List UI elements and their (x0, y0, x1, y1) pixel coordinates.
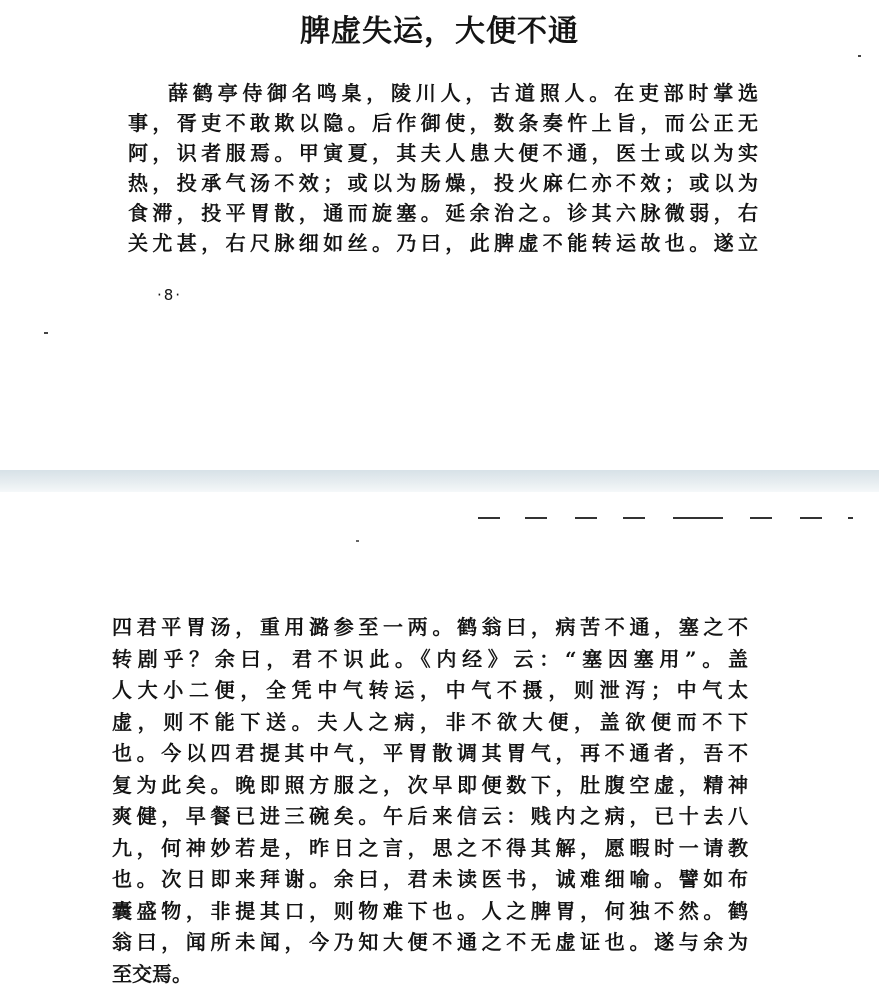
text-line: 至交焉。 (112, 961, 192, 986)
page-title: 脾虚失运，大便不通 (300, 14, 579, 49)
text-line: 阿，识者服焉。甲寅夏，其夫人患大便不通，医士或以为实 (128, 141, 758, 165)
scan-speck (858, 55, 861, 57)
text-line: 囊盛物，非提其口，则物难下也。人之脾胃，何独不然。鹤 (112, 898, 748, 923)
dash-mark (623, 517, 645, 519)
text-line: 食滞，投平胃散，通而旋塞。延余治之。诊其六脉微弱，右 (128, 201, 758, 225)
text-line: 四君平胃汤，重用潞参至一两。鹤翁曰，病苦不通，塞之不 (112, 615, 748, 639)
text-line: 薛鹤亭侍御名鸣臬，陵川人，古道照人。在吏部时掌选 (168, 81, 758, 105)
dash-mark (478, 517, 500, 519)
text-line: 九，何神妙若是，昨日之言，思之不得其解，愿暇时一请教 (112, 835, 748, 860)
bottom-paragraph (112, 612, 748, 990)
dash-mark (673, 517, 723, 519)
upper-page (0, 0, 879, 470)
text-line: 爽健，早餐已进三碗矣。午后来信云：贱内之病，已十去八 (112, 804, 748, 828)
dashed-rule (470, 513, 860, 521)
text-line: 事，胥吏不敢欺以隐。后作御使，数条奏忤上旨，而公正无 (128, 111, 758, 135)
dash-mark (750, 517, 772, 519)
page-number: ·8· (157, 286, 183, 304)
dash-mark (575, 517, 597, 519)
dash-mark (848, 517, 853, 519)
text-line: 复为此矣。晚即照方服之，次早即便数下，肚腹空虚，精神 (112, 772, 748, 797)
text-line: 转剧乎？余曰，君不识此。《内经》云：“塞因塞用”。盖 (112, 646, 748, 671)
text-line: 虚，则不能下送。夫人之病，非不欲大便，盖欲便而不下 (112, 709, 748, 734)
text-line: 也。次日即来拜谢。余曰，君未读医书，诚难细喻。譬如布 (112, 867, 748, 891)
scan-speck (356, 540, 359, 542)
text-line: 也。今以四君提其中气，平胃散调其胃气，再不通者，吾不 (112, 741, 748, 765)
dash-mark (525, 517, 547, 519)
text-line: 翁曰，闻所未闻，今乃知大便不通之不无虚证也。遂与余为 (112, 930, 748, 954)
text-line: 关尤甚，右尺脉细如丝。乃曰，此脾虚不能转运故也。遂立 (128, 231, 758, 255)
scan-speck (44, 332, 48, 334)
page-separator (0, 470, 879, 492)
text-line: 热，投承气汤不效；或以为肠燥，投火麻仁亦不效；或以为 (128, 171, 758, 195)
text-line: 人大小二便，全凭中气转运，中气不摄，则泄泻；中气太 (112, 678, 748, 702)
top-paragraph (128, 78, 758, 258)
dash-mark (800, 517, 822, 519)
